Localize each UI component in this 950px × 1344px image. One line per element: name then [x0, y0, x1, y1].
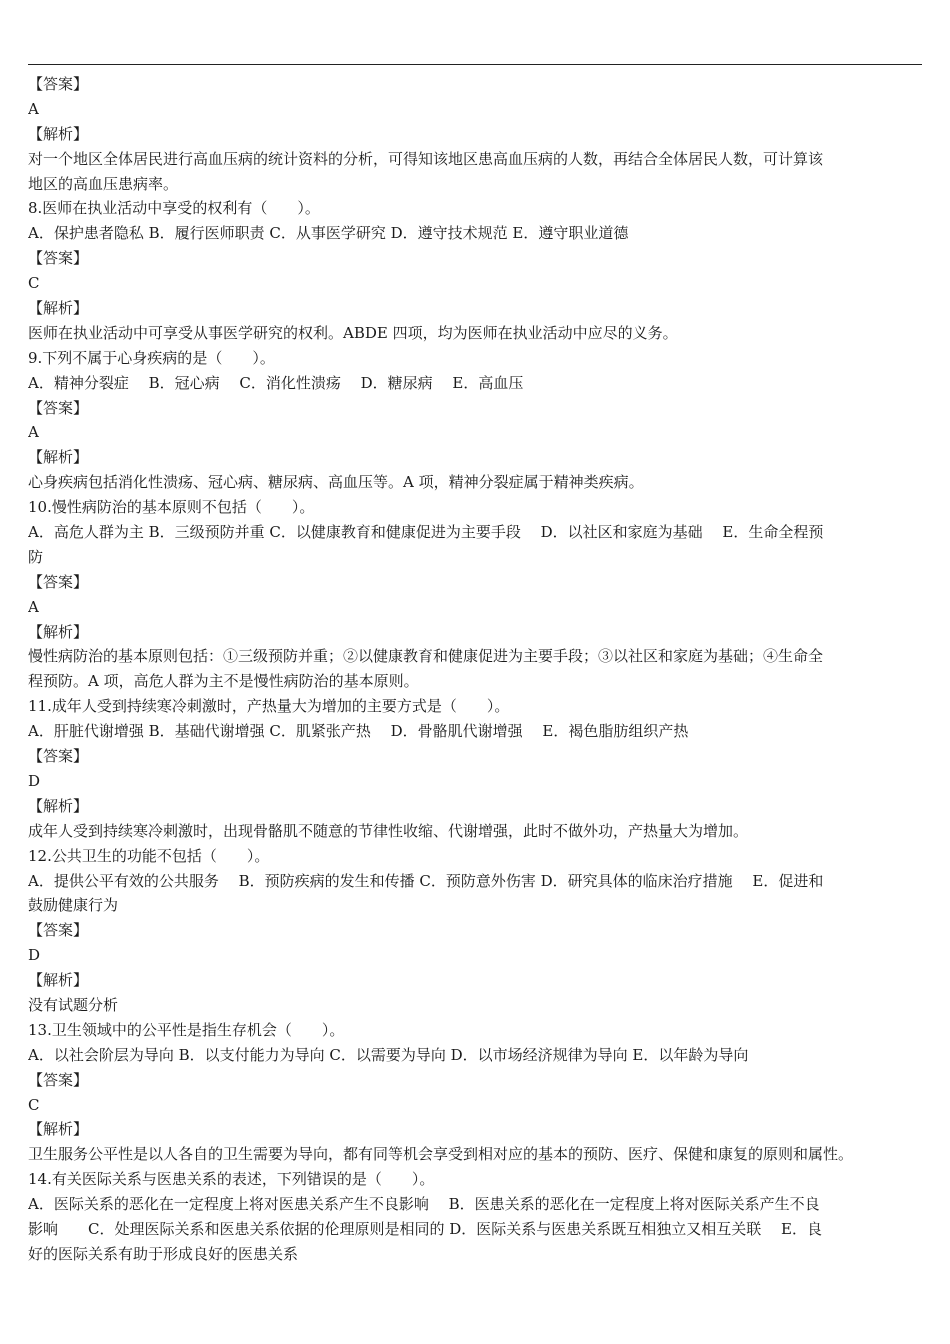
answer-heading: 【答案】: [28, 921, 89, 940]
analysis-text: 地区的高血压患病率。: [28, 174, 179, 193]
analysis-heading: 【解析】: [28, 124, 89, 143]
question-10: 10.慢性病防治的基本原则不包括（ ）。: [28, 498, 315, 517]
answer-value: A: [28, 597, 39, 616]
question-14-options: 影响 C．处理医际关系和医患关系依据的伦理原则是相同的 D．医际关系与医患关系既互相独立又相互关联 E．良: [28, 1219, 822, 1238]
analysis-heading: 【解析】: [28, 796, 89, 815]
question-9-options: A．精神分裂症 B．冠心病 C．消化性溃疡 D．糖尿病 E．高血压: [28, 373, 524, 392]
analysis-text: 医师在执业活动中可享受从事医学研究的权利。ABDE 四项，均为医师在执业活动中应尽的义务。: [28, 323, 678, 342]
answer-heading: 【答案】: [28, 747, 89, 766]
answer-heading: 【答案】: [28, 249, 89, 268]
analysis-text: 程预防。A 项，高危人群为主不是慢性病防治的基本原则。: [28, 672, 419, 691]
question-8-options: A．保护患者隐私 B．履行医师职责 C．从事医学研究 D．遵守技术规范 E．遵守职业道德: [28, 224, 629, 243]
answer-value: A: [28, 99, 39, 118]
document-body: [28, 72, 924, 1267]
question-10-options: 防: [28, 547, 44, 566]
analysis-text: 卫生服务公平性是以人各自的卫生需要为导向，都有同等机会享受到相对应的基本的预防、医疗、保健和康复的原则和属性。: [28, 1145, 854, 1164]
answer-value: C: [28, 1095, 40, 1114]
answer-heading: 【答案】: [28, 398, 89, 417]
answer-heading: 【答案】: [28, 75, 89, 93]
analysis-text: 对一个地区全体居民进行高血压病的统计资料的分析，可得知该地区患高血压病的人数，再结合全体居民人数，可计算该: [28, 149, 824, 168]
answer-value: D: [28, 946, 41, 965]
question-12: 12.公共卫生的功能不包括（ ）。: [28, 846, 270, 865]
analysis-heading: 【解析】: [28, 971, 89, 990]
answer-value: A: [28, 423, 39, 442]
analysis-heading: 【解析】: [28, 299, 89, 318]
header-rule: [28, 64, 922, 65]
answer-value: D: [28, 771, 41, 790]
analysis-heading: 【解析】: [28, 1120, 89, 1139]
question-8: 8.医师在执业活动中享受的权利有（ ）。: [28, 199, 320, 218]
analysis-heading: 【解析】: [28, 622, 89, 641]
question-9: 9.下列不属于心身疾病的是（ ）。: [28, 348, 275, 367]
question-14-options: 好的医际关系有助于形成良好的医患关系: [28, 1244, 299, 1263]
question-12-options: A．提供公平有效的公共服务 B．预防疾病的发生和传播 C．预防意外伤害 D．研究具体的临床治疗措施 E．促进和: [28, 871, 824, 890]
question-14: 14.有关医际关系与医患关系的表述，下列错误的是（ ）。: [28, 1170, 435, 1189]
analysis-text: 慢性病防治的基本原则包括：①三级预防并重；②以健康教育和健康促进为主要手段；③以社区和家庭为基础；④生命全: [28, 647, 824, 666]
answer-value: C: [28, 274, 40, 293]
question-12-options: 鼓励健康行为: [28, 896, 119, 915]
answer-heading: 【答案】: [28, 1070, 89, 1089]
question-14-options: A．医际关系的恶化在一定程度上将对医患关系产生不良影响 B．医患关系的恶化在一定程度上将对医际关系产生不良: [28, 1195, 820, 1214]
analysis-text: 心身疾病包括消化性溃疡、冠心病、糖尿病、高血压等。A 项，精神分裂症属于精神类疾病。: [28, 473, 644, 492]
question-13: 13.卫生领域中的公平性是指生存机会（ ）。: [28, 1020, 345, 1039]
question-13-options: A．以社会阶层为导向 B．以支付能力为导向 C．以需要为导向 D．以市场经济规律为导向 E．以年龄为导向: [28, 1045, 749, 1064]
question-11: 11.成年人受到持续寒冷刺激时，产热量大为增加的主要方式是（ ）。: [28, 697, 510, 716]
question-11-options: A．肝脏代谢增强 B．基础代谢增强 C．肌紧张产热 D．骨骼肌代谢增强 E．褐色脂肪组织产热: [28, 722, 689, 741]
answer-heading: 【答案】: [28, 572, 89, 591]
question-10-options: A．高危人群为主 B．三级预防并重 C．以健康教育和健康促进为主要手段 D．以社区和家庭为基础 E．生命全程预: [28, 523, 824, 542]
analysis-text: 没有试题分析: [28, 995, 119, 1014]
analysis-heading: 【解析】: [28, 448, 89, 467]
analysis-text: 成年人受到持续寒冷刺激时，出现骨骼肌不随意的节律性收缩、代谢增强，此时不做外功，产热量大为增加。: [28, 821, 749, 840]
